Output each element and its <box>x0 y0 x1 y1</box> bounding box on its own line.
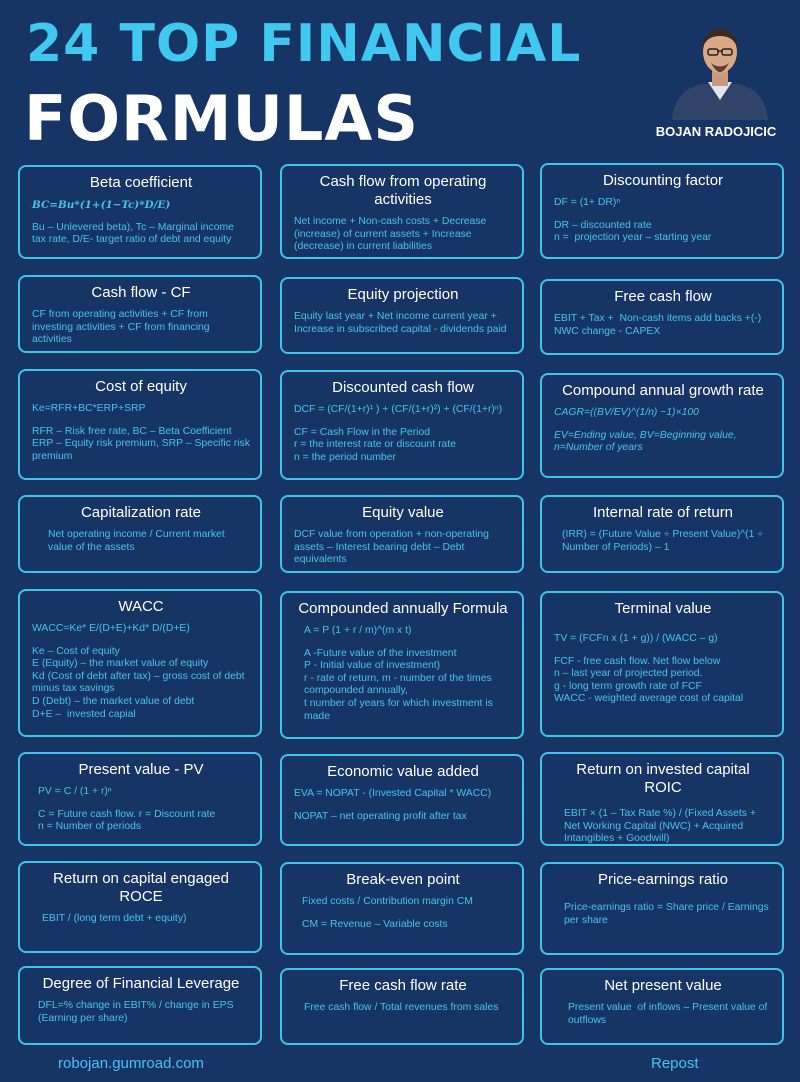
card-line: WACC - weighted average cost of capital <box>554 693 744 705</box>
card-line: FCF - free cash flow. Net flow below <box>554 655 721 667</box>
card-line: E (Equity) – the market value of equity <box>32 658 209 670</box>
card-capitalization-rate <box>18 495 262 573</box>
card-title: Discounted cash flow <box>332 379 474 396</box>
card-line: NOPAT – net operating profit after tax <box>294 810 467 822</box>
card-title: Degree of Financial Leverage <box>42 975 240 992</box>
card-roce <box>18 861 262 953</box>
card-line: DFL=% change in EBIT% / change in EPS (Earning per share) <box>38 1000 237 1024</box>
card-line: CF = Cash Flow in the Period <box>294 426 431 438</box>
card-formula: DCF = (CF/(1+r)¹ ) + (CF/(1+r)²) + (CF/(1+r)ⁿ) <box>294 404 503 415</box>
card-line: CF from operating activities + CF from investing activities + CF from financing activities <box>32 309 213 346</box>
card-formula: WACC=Ke* E/(D+E)+Kd* D/(D+E) <box>32 623 190 634</box>
card-title: Equity value <box>362 504 444 521</box>
card-title: Cash flow - CF <box>91 284 191 301</box>
card-line: Price-earnings ratio = Share price / Earnings per share <box>564 902 772 926</box>
card-line: n = Number of periods <box>38 821 142 833</box>
card-line: EV=Ending value, BV=Beginning value, n=Number of years <box>554 429 740 454</box>
card-cash-flow-operating <box>280 164 524 259</box>
card-discounting-factor <box>540 163 784 259</box>
card-cagr <box>540 373 784 478</box>
card-line: P - Initial value of investment) <box>304 660 441 672</box>
card-title: Price-earnings ratio <box>597 871 729 888</box>
card-equity-value <box>280 495 524 573</box>
card-line: r = the interest rate or discount rate <box>294 439 457 451</box>
card-line: A -Future value of the investment <box>304 647 457 659</box>
card-title: Compounded annually Formula <box>298 600 508 617</box>
card-formula: EVA = NOPAT - (Invested Capital * WACC) <box>294 788 492 799</box>
card-title: Discounting factor <box>602 172 724 189</box>
card-title: Cost of equity <box>95 378 187 395</box>
title-line-2: FORMULAS <box>24 82 419 155</box>
card-formula: Ke=RFR+BC*ERP+SRP <box>32 403 146 414</box>
card-line: (IRR) = (Future Value ÷ Present Value)^(1 ÷ Number of Periods) – 1 <box>562 529 766 553</box>
card-line: g - long term growth rate of FCF <box>554 680 702 692</box>
card-line: Kd (Cost of debt after tax) – gross cost of debt minus tax savings <box>32 670 248 695</box>
card-title: Capitalization rate <box>80 504 202 521</box>
card-line: Net income + Non-cash costs + Decrease (increase) of current assets + Increase (decrease) in current liabilities <box>294 216 490 253</box>
card-line: Ke – Cost of equity <box>32 645 120 657</box>
card-line: RFR – Risk free rate, BC – Beta Coefficient ERP – Equity risk premium, SRP – Specific risk premium <box>32 425 253 462</box>
card-degree-financial-leverage <box>18 966 262 1045</box>
card-title: Economic value added <box>327 763 479 780</box>
card-equity-projection <box>280 277 524 354</box>
card-line: D+E – invested capial <box>32 708 136 720</box>
card-title: Beta coefficient <box>89 174 193 191</box>
card-irr <box>540 495 784 573</box>
card-cash-flow-cf <box>18 275 262 353</box>
card-title: Return on invested capital ROIC <box>576 761 750 796</box>
author-name: BOJAN RADOJICIC <box>655 124 777 139</box>
card-formula: PV = C / (1 + r)ⁿ <box>38 786 112 797</box>
card-line: Equity last year + Net income current year + Increase in subscribed capital - dividends paid <box>294 311 507 335</box>
card-cost-of-equity <box>18 369 262 480</box>
card-formula: Fixed costs / Contribution margin CM <box>302 896 473 907</box>
card-wacc <box>18 589 262 737</box>
card-title: Free cash flow rate <box>339 977 467 994</box>
card-line: Bu – Unlevered beta), Tc – Marginal income tax rate, D/E- target ratio of debt and equity <box>32 221 237 246</box>
card-formula: DF = (1+ DR)ⁿ <box>554 197 621 208</box>
card-line: Free cash flow / Total revenues from sales <box>304 1002 499 1013</box>
card-title: Equity projection <box>347 286 459 303</box>
card-title: WACC <box>118 598 164 615</box>
card-economic-value-added <box>280 754 524 846</box>
card-line: EBIT + Tax + Non-cash items add backs +(-) NWC change - CAPEX <box>554 313 765 337</box>
card-title: Return on capital engaged ROCE <box>53 870 229 905</box>
card-terminal-value <box>540 591 784 737</box>
card-line: EBIT / (long term debt + equity) <box>42 913 187 924</box>
card-price-earnings <box>540 862 784 955</box>
card-line: n – last year of projected period. <box>554 668 703 680</box>
card-title: Internal rate of return <box>592 504 734 521</box>
card-title: Terminal value <box>614 600 712 617</box>
card-compounded-annually <box>280 591 524 739</box>
card-present-value <box>18 752 262 846</box>
card-line: t number of years for which investment is made <box>304 697 496 722</box>
card-line: n = projection year – starting year <box>554 232 712 244</box>
card-line: n = the period number <box>294 451 396 463</box>
card-line: Present value of inflows – Present value of outflows <box>568 1002 771 1026</box>
card-formula: CAGR=((BV/EV)^(1/n) −1)×100 <box>554 407 699 418</box>
card-break-even <box>280 862 524 955</box>
author-photo <box>664 20 776 120</box>
card-title: Net present value <box>604 977 722 994</box>
card-line: D (Debt) – the market value of debt <box>32 695 195 707</box>
card-roic <box>540 752 784 846</box>
card-net-present-value <box>540 968 784 1045</box>
card-line: EBIT × (1 – Tax Rate %) / (Fixed Assets + Net Working Capital (NWC) + Acquired Intangibles + Goodwill) <box>564 808 759 845</box>
card-formula: TV = (FCFn x (1 + g)) / (WACC – g) <box>554 633 718 644</box>
card-discounted-cash-flow <box>280 370 524 480</box>
card-line: C = Future cash flow. r = Discount rate <box>38 808 216 820</box>
card-title: Present value - PV <box>78 761 204 778</box>
card-line: DR – discounted rate <box>554 219 652 231</box>
card-line: Net operating income / Current market value of the assets <box>48 529 228 553</box>
card-line: CM = Revenue – Variable costs <box>302 918 448 930</box>
card-title: Free cash flow <box>614 288 712 305</box>
card-title: Cash flow from operating activities <box>319 173 487 208</box>
card-free-cash-flow-rate <box>280 968 524 1045</box>
card-formula: A = P (1 + r / m)^(m x t) <box>304 625 412 636</box>
card-line: DCF value from operation + non-operating assets – Interest bearing debt – Debt equivalents <box>294 529 492 566</box>
card-title: Break-even point <box>346 871 460 888</box>
card-free-cash-flow <box>540 279 784 355</box>
card-beta-coefficient <box>18 165 262 259</box>
gumroad-link[interactable]: robojan.gumroad.com <box>58 1055 204 1072</box>
card-line: r - rate of return, m - number of the times compounded annually, <box>304 672 495 697</box>
repost-link[interactable]: Repost <box>651 1055 699 1072</box>
title-line-1: 24 TOP FINANCIAL <box>26 14 582 74</box>
card-title: Compound annual growth rate <box>562 382 764 399</box>
card-formula: BC=Bu*(1+(1−Tc)*D/E) <box>32 199 171 211</box>
